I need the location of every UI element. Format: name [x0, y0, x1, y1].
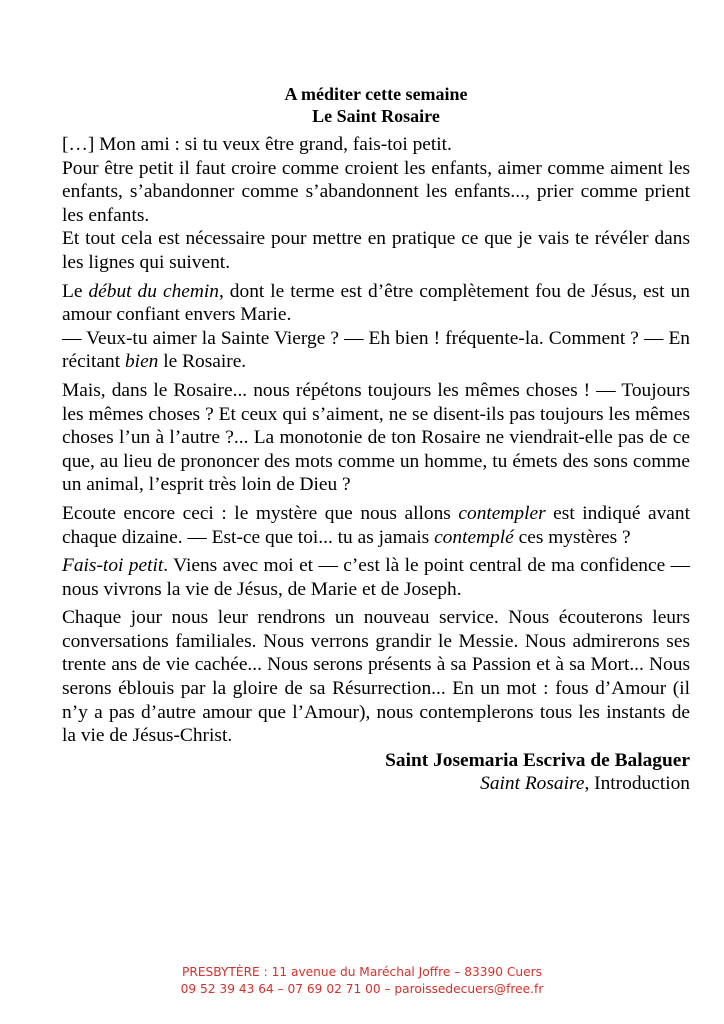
emphasis: contempler — [458, 502, 546, 524]
paragraph-path — [62, 280, 690, 327]
text-run: Ecoute encore ceci : le mystère que nous allons — [62, 502, 459, 524]
emphasis: bien — [124, 351, 159, 373]
emphasis: contemplé — [434, 526, 514, 548]
heading-line-1: A méditer cette semaine — [284, 84, 468, 104]
footer-contact: 09 52 39 43 64 – 07 69 02 71 00 – paroissedecuers@free.fr — [180, 982, 544, 996]
paragraph-mystery — [62, 502, 690, 549]
text-run: est indiqué avant chaque dizaine. — Est-ce que toi... tu as jamais — [62, 502, 690, 548]
parish-footer — [0, 964, 724, 998]
emphasis: Fais-toi petit — [62, 555, 164, 577]
text-run: , dont le terme est d’être complètement fou de Jésus, est un amour confiant envers Marie. — [62, 280, 690, 326]
author-signature: Saint Josemaria Escriva de Balaguer — [385, 749, 690, 771]
heading-title: Le Saint Rosaire — [312, 105, 440, 126]
text-run: — Veux-tu aimer la Sainte Vierge ? — Eh bien ! fréquente-la. Comment ? — En récitant — [62, 327, 690, 373]
source-citation — [62, 772, 690, 796]
paragraph-dialogue — [62, 327, 690, 374]
paragraph-service: Chaque jour nous leur rendrons un nouveau service. Nous écouterons leurs conversations familiales. Nous verrons grandir le Messie. Nous admirerons ses trente ans de vie cachée... Nous serons présents à sa Passion et à sa Mort... Nous serons éblouis par la gloire de sa Résurrection... En un mot : fous d’Amour (il n’y a pas d’autre amour que l’Amour), nous contemplerons tous les instants de la vie de Jésus-Christ. — [62, 607, 690, 747]
emphasis: début du chemin — [88, 280, 219, 302]
paragraph-child: Pour être petit il faut croire comme croient les enfants, aimer comme aiment les enfants, s’abandonner comme s’abandonnent les enfants..., prier comme prient les enfants. — [62, 157, 690, 226]
text-run: le Rosaire. — [158, 351, 247, 373]
meditation-text — [62, 84, 690, 796]
text-run: ces mystères ? — [513, 526, 631, 548]
text-run: Le — [62, 280, 89, 302]
paragraph-repetition: Mais, dans le Rosaire... nous répétons toujours les mêmes choses ! — Toujours les mêmes choses ? Et ceux qui s’aiment, ne se disent-ils pas toujours les mêmes choses l’un à l’autre ?... La monotonie de ton Rosaire ne viendrait-elle pas de ce que, au lieu de prononcer des mots comme un homme, tu émets des sons comme un animal, l’esprit très loin de Dieu ? — [62, 379, 690, 496]
paragraph-intro: […] Mon ami : si tu veux être grand, fais-toi petit. — [62, 134, 452, 155]
paragraph-confidence — [62, 554, 690, 601]
source-title: Saint Rosaire — [480, 773, 585, 795]
paragraph-necessity: Et tout cela est nécessaire pour mettre en pratique ce que je vais te révéler dans les lignes qui suivent. — [62, 228, 690, 273]
text-run: . Viens avec moi et — c’est là le point central de ma confidence — nous vivrons la vie de Jésus, de Marie et de Joseph. — [62, 555, 690, 600]
source-rest: , Introduction — [584, 773, 690, 795]
footer-address: PRESBYTÈRE : 11 avenue du Maréchal Joffre – 83390 Cuers — [182, 965, 542, 979]
document-heading — [62, 84, 690, 127]
